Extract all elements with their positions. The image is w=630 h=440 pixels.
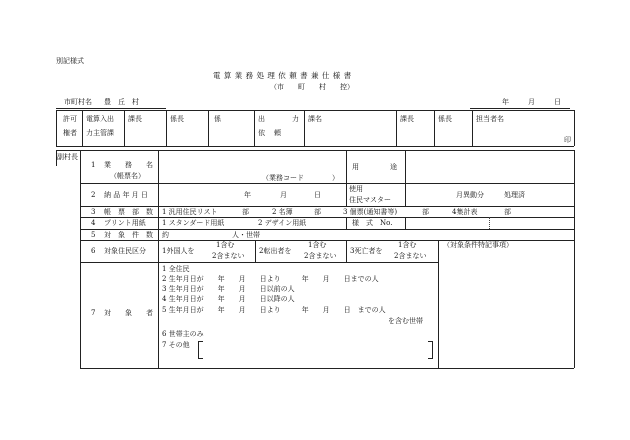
ryoku-label: 力	[292, 115, 299, 123]
row7-option-3: 3 生年月日が 年 月 日以前の人	[162, 285, 295, 293]
row7-option-7: 7 その他	[162, 341, 190, 349]
row7-label: 対 象 者	[104, 309, 153, 317]
kacho-label-1: 課長	[128, 115, 142, 123]
row3-option-4-unit: 部	[504, 208, 511, 216]
date-day: 日	[554, 98, 561, 106]
date-year: 年	[502, 98, 509, 106]
row7-number: 7	[91, 309, 96, 317]
irai-label: 依	[258, 129, 265, 137]
deputy-mayor-label: 副村長	[57, 153, 78, 161]
row7-option-6: 6 世帯主のみ	[162, 330, 204, 338]
permit-label: 許可	[63, 115, 77, 123]
row6-group2-exclude: 2含まない	[304, 252, 337, 260]
row7-option-5: 5 生年月日が 年 月 日より 年 月 日 までの人	[162, 306, 386, 314]
row6-label: 対象住民区分	[104, 247, 146, 255]
kakaricho-label-1: 係長	[170, 115, 184, 123]
row3-option-2-unit: 部	[314, 208, 321, 216]
row4-label: プリント用紙	[104, 219, 146, 227]
row1-youto-a: 用	[352, 163, 359, 171]
row1-label: 業 務 名	[104, 161, 153, 169]
row5-label: 対 象 件 数	[104, 231, 153, 239]
kamei-label: 課名	[308, 115, 322, 123]
row2-use-b: 住民マスター	[349, 196, 391, 204]
row5-unit: 人・世帯	[232, 231, 260, 239]
row6-number: 6	[91, 247, 96, 255]
tantou-label: 担当者名	[476, 115, 504, 123]
row1-youto-b: 途	[390, 163, 397, 171]
row2-processed: 処理済	[504, 191, 525, 199]
out-label: 出	[258, 115, 265, 123]
row3-option-1: 1 汎用住民リスト	[162, 208, 218, 216]
seal-mark: 印	[564, 136, 571, 144]
document-title: 電 算 業 務 処 理 依 頼 書 兼 仕 様 書	[213, 71, 352, 80]
date-month: 月	[528, 98, 535, 106]
row2-monthly: 月異動分	[456, 191, 484, 199]
row6-group1-label: 1外国人を	[162, 247, 195, 255]
row6-group3-label: 3死亡者を	[350, 247, 383, 255]
village-label: 市町村名	[64, 98, 92, 106]
row3-option-1-unit: 部	[242, 208, 249, 216]
special-conditions-label: （対象条件特記事項）	[443, 241, 513, 249]
row7-option-4: 4 生年月日が 年 月 日以降の人	[162, 295, 295, 303]
authority-label: 権者	[63, 129, 77, 137]
row2-use-a: 使用	[349, 185, 363, 193]
row3-option-2: 2 名簿	[272, 208, 293, 216]
row2-month: 月	[280, 191, 287, 199]
row4-number: 4	[91, 219, 96, 227]
date-underline	[470, 108, 570, 109]
row3-number: 3	[91, 208, 96, 216]
row4-option-1: 1 スタンダード用紙	[162, 219, 225, 227]
dept-label-1: 電算入出	[86, 115, 114, 123]
kakari-label-1: 係	[214, 115, 221, 123]
row6-group1-include: 1含む	[216, 241, 235, 249]
other-bracket-left	[198, 341, 203, 359]
dept-label-2: 力主管課	[86, 129, 114, 137]
row7-option-2: 2 生年月日が 年 月 日より 年 月 日までの人	[162, 275, 379, 283]
row4-style-no: 様 式 No.	[352, 219, 393, 227]
row6-group1-exclude: 2含まない	[212, 252, 245, 260]
row3-label: 帳 票 部 数	[104, 208, 153, 216]
row4-option-2: 2 デザイン用紙	[258, 219, 307, 227]
row6-group3-include: 1含む	[398, 241, 417, 249]
row1-business-code: （業務コード ）	[262, 174, 339, 182]
row2-number: 2	[91, 191, 96, 199]
row2-label: 納 品 年 月 日	[104, 191, 148, 199]
row7-option-1: 1 全住民	[162, 265, 190, 273]
kakaricho-label-2: 係長	[438, 115, 452, 123]
row1-sublabel: （帳票名）	[110, 172, 145, 180]
form-label: 別記様式	[56, 57, 84, 65]
row6-group3-exclude: 2含まない	[394, 252, 427, 260]
row2-day: 日	[314, 191, 321, 199]
row5-approx: 約	[162, 231, 169, 239]
kacho-label-2: 課長	[400, 115, 414, 123]
row3-option-3-unit: 部	[422, 208, 429, 216]
village-underline	[56, 108, 166, 109]
row6-group2-label: 2転出者を	[259, 247, 292, 255]
row7-option-5-suffix: を含む世帯	[388, 317, 423, 325]
other-bracket-right	[428, 341, 433, 359]
row3-option-4: 4集計表	[452, 208, 478, 216]
village-name: 豊 丘 村	[104, 98, 139, 106]
row3-option-3: 3 個票(通知書等)	[343, 208, 398, 216]
document-subtitle: （市 町 村 控）	[270, 83, 354, 91]
row5-number: 5	[91, 231, 96, 239]
row1-number: 1	[91, 161, 96, 169]
row6-group2-include: 1含む	[308, 241, 327, 249]
row2-year: 年	[244, 191, 251, 199]
rai-label: 頼	[274, 129, 281, 137]
